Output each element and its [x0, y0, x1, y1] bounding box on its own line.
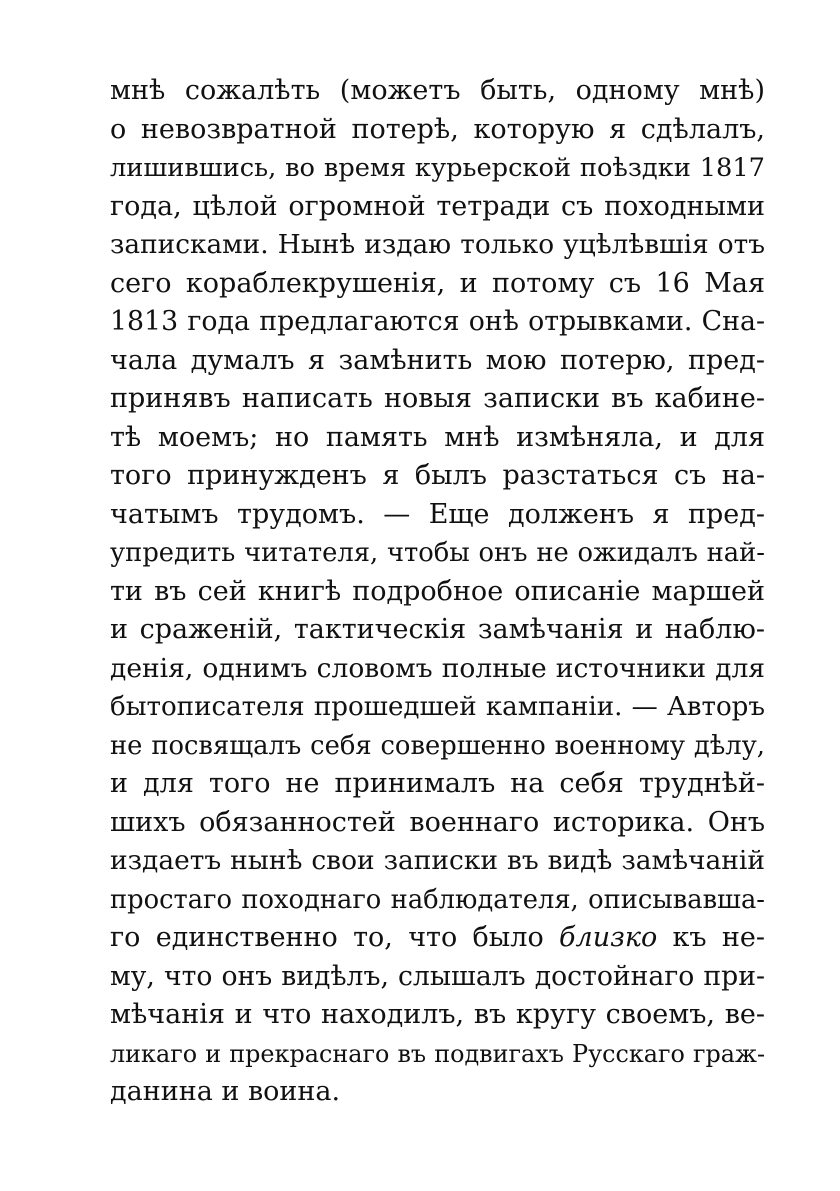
text-line-20: шихъ обязанностей военнаго историка. Онъ: [110, 806, 765, 838]
text-line-6: сего кораблекрушенія, и потому съ 16 Мая: [110, 267, 765, 299]
page-text: [110, 72, 765, 1112]
text-line-8: чала думалъ я замѣнить мою потерю, пред-: [110, 344, 765, 376]
text-line-13: упредить читателя, чтобы онъ не ожидалъ най-: [110, 538, 765, 568]
text-line-15: и сраженій, тактическія замѣчанія и наблю-: [110, 614, 765, 645]
text-line-1: мнѣ сожалѣть (можетъ быть, одному мнѣ): [110, 75, 765, 106]
text-line-25: мѣчанія и что находилъ, въ кругу своемъ, ве-: [110, 999, 765, 1030]
text-line-2: о невозвратной потерѣ, которую я сдѣлалъ,: [110, 113, 765, 145]
text-line-3: лишившись, во время курьерской поѣздки 1817: [110, 153, 765, 183]
text-line-4: года, цѣлой огромной тетради съ походными: [110, 190, 765, 222]
text-line-23-start: го единственно то, что было: [110, 922, 544, 953]
text-line-23: [110, 919, 765, 958]
text-line-24: му, что онъ видѣлъ, слышалъ достойнаго при-: [110, 960, 765, 992]
text-line-14: ти въ сей книгѣ подробное описаніе маршей: [110, 575, 765, 607]
text-line-10: тѣ моемъ; но память мнѣ измѣняла, и для: [110, 421, 765, 453]
text-line-22: простаго походнаго наблюдателя, описывавша-: [110, 884, 765, 915]
text-line-18: не посвящалъ себя совершенно военному дѣлу,: [110, 730, 765, 761]
text-line-19: и для того не принималъ на себя труднѣй-: [110, 768, 765, 799]
text-line-12: чатымъ трудомъ. — Еще долженъ я пред-: [110, 498, 765, 530]
text-line-17: бытописателя прошедшей кампаніи. — Авторъ: [110, 692, 765, 722]
text-line-16: денія, однимъ словомъ полные источники для: [110, 652, 765, 684]
text-line-11: того принужденъ я былъ разстаться съ на-: [110, 460, 765, 491]
emphasized-word: близко: [559, 922, 658, 953]
text-line-7: 1813 года предлагаются онѣ отрывками. Сна-: [110, 306, 765, 337]
text-line-26: ликаго и прекраснаго въ подвигахъ Русскаго граж-: [110, 1039, 765, 1068]
text-line-5: записками. Нынѣ издаю только уцѣлѣвшія отъ: [110, 230, 765, 260]
text-line-27: данина и воина.: [110, 1076, 341, 1107]
text-line-9: принявъ написать новыя записки въ кабине-: [110, 383, 765, 414]
text-line-21: издаетъ нынѣ свои записки въ видѣ замѣчаній: [110, 845, 765, 876]
text-line-23-end: къ не-: [672, 922, 766, 953]
